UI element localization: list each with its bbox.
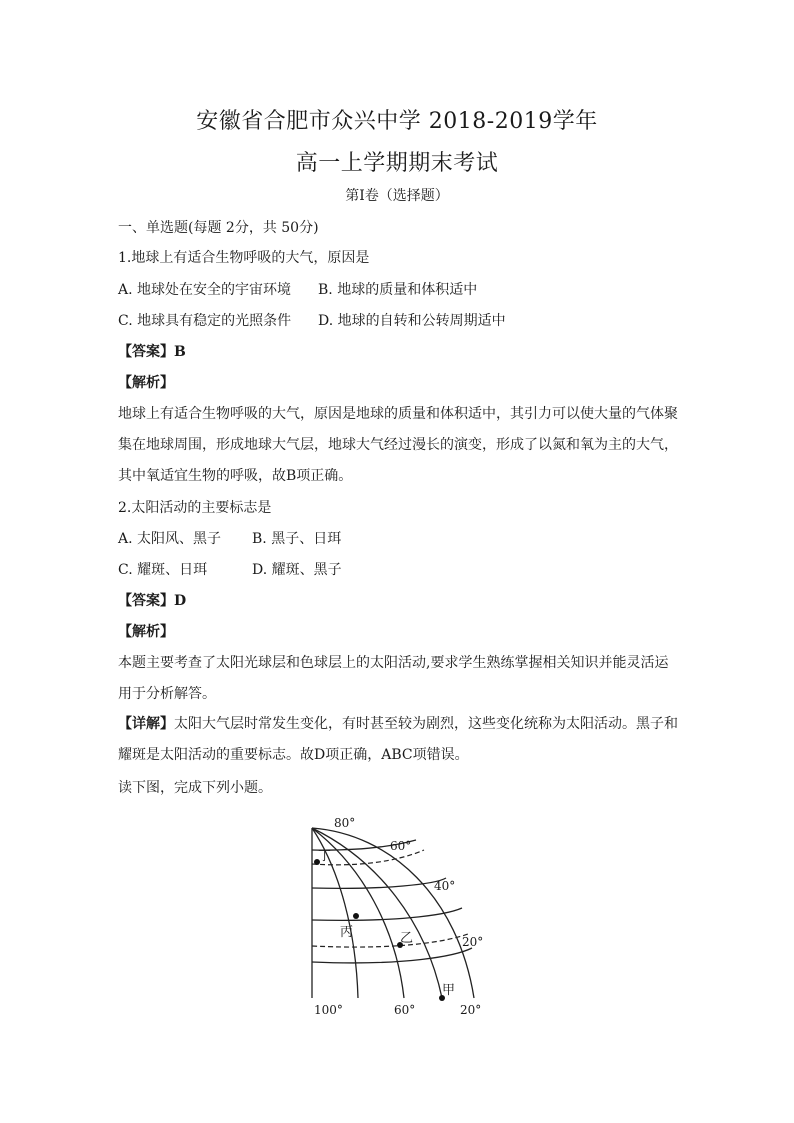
point-label-yi: 乙 [400, 931, 414, 946]
lat-label-20: 20° [462, 935, 484, 949]
point-bing [353, 913, 359, 919]
point-label-bing: 丙 [340, 925, 354, 940]
question-2-options-ab [118, 529, 341, 549]
outer-boundary [312, 828, 474, 998]
question-2-stem: 2.太阳活动的主要标志是 [118, 500, 272, 516]
question-1-answer: 【答案】B [118, 344, 186, 360]
question-2-answer: 【答案】D [118, 593, 187, 609]
detail-text: 太阳大气层时常发生变化，有时甚至较为剧烈，这些变化统称为太阳活动。黑子和耀斑是太阳活动的重要标志。故D项正确，ABC项错误。 [118, 716, 678, 763]
reading-instruction: 读下图，完成下列小题。 [118, 780, 272, 796]
part-heading: 一、单选题(每题 2分，共 50分) [118, 220, 319, 236]
question-2-options-cd [118, 560, 342, 580]
lon-label-20: 20° [460, 1003, 482, 1017]
section-heading: 第Ⅰ卷（选择题） [345, 188, 449, 204]
option-b: B. 黑子、日珥 [252, 531, 342, 547]
option-a: A. 太阳风、黑子 [118, 531, 222, 547]
question-1-analysis-label: 【解析】 [118, 375, 174, 391]
graticule-map [296, 812, 492, 1018]
point-label-ding: 丁 [318, 849, 332, 864]
question-2-detail [118, 709, 678, 771]
option-c: C. 地球具有稳定的光照条件 [118, 313, 292, 329]
lat-label-60: 60° [390, 839, 412, 853]
parallel-line [312, 948, 472, 963]
option-a: A. 地球处在安全的宇宙环境 [118, 282, 292, 298]
meridian-line [312, 828, 442, 998]
question-1-options-cd [118, 311, 506, 331]
option-b: B. 地球的质量和体积适中 [318, 282, 478, 298]
question-2-analysis: 本题主要考查了太阳光球层和色球层上的太阳活动,要求学生熟练掌握相关知识并能灵活运用于分析解答。 [118, 655, 669, 702]
page-title: 安徽省合肥市众兴中学 2018-2019学年 [196, 109, 598, 134]
lon-label-100: 100° [314, 1003, 343, 1017]
page-subtitle: 高一上学期期末考试 [295, 151, 499, 176]
lon-label-60: 60° [394, 1003, 416, 1017]
option-d: D. 地球的自转和公转周期适中 [318, 313, 506, 329]
point-label-jia: 甲 [442, 983, 456, 998]
question-1-analysis: 地球上有适合生物呼吸的大气，原因是地球的质量和体积适中，其引力可以使大量的气体聚集在地球周围，形成地球大气层，地球大气经过漫长的演变，形成了以氮和氧为主的大气，其中氧适宜生物的呼吸，故B项正确。 [118, 406, 678, 484]
parallel-line [312, 908, 462, 920]
question-2-analysis-label: 【解析】 [118, 624, 174, 640]
option-c: C. 耀斑、日珥 [118, 562, 208, 578]
question-1-options-ab [118, 280, 477, 300]
option-d: D. 耀斑、黑子 [252, 562, 342, 578]
lat-label-80: 80° [334, 816, 356, 830]
lat-label-40: 40° [434, 879, 456, 893]
question-1-stem: 1.地球上有适合生物呼吸的大气，原因是 [118, 250, 370, 266]
detail-label: 【详解】 [118, 716, 174, 732]
